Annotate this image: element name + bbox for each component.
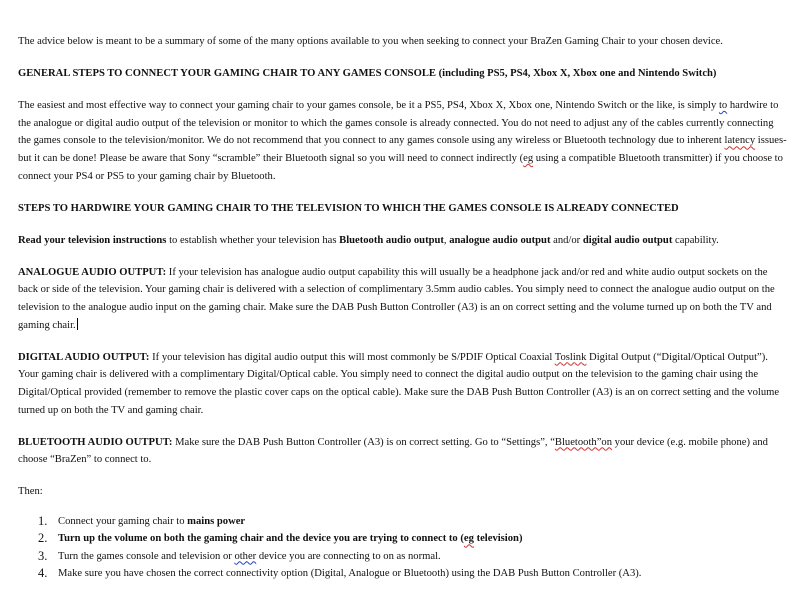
digital-paragraph [18, 349, 788, 419]
read-instructions-paragraph [18, 232, 788, 250]
general-paragraph [18, 97, 788, 185]
digital-text-1: If your television has digital audio output this will most commonly be S/PDIF Optical Coaxial [149, 351, 555, 363]
spell-flag-latency: latency [724, 135, 756, 147]
spell-flag-eg: eg [523, 152, 534, 164]
spell-flag-eg-2: eg [463, 533, 474, 545]
list-number: 3. [38, 548, 48, 563]
bluetooth-paragraph [18, 434, 788, 469]
list-item [18, 530, 788, 547]
read-text-1: to establish whether your television has [166, 234, 340, 246]
list-number: 4. [38, 566, 48, 581]
analogue-label: ANALOGUE AUDIO OUTPUT: [18, 266, 167, 278]
step-3-text-1: Turn the games console and television or [58, 550, 235, 562]
step-2-text-2: television) [473, 533, 523, 545]
read-bold-1: Read your television instructions [18, 234, 167, 246]
general-text-2: hardwire to the analogue or digital audio output of the television or monitor to which the games console is already connected. You do not need to adjust any of the cables currently connecting the games console to the television/monitor. We do not recommend that you connect to any games console using any wireless or Bluetooth technology due to inherent [18, 100, 779, 147]
analogue-text: If your television has analogue audio output capability this will usually be a headphone jack and/or red and white audio output sockets on the back or side of the television. Your gaming chair is delivered with a selection of complimentary 3.5mm audio cables. You simply need to connect the analogue audio output on the television to the analogue audio input on the gaming chair. Make sure the DAB Push Button Controller (A3) is an on correct setting and the volume turned up on both the TV and gaming chair. [18, 266, 775, 331]
read-bold-2: Bluetooth audio output [339, 234, 444, 246]
read-text-2: , [443, 234, 450, 246]
text-cursor [77, 318, 78, 330]
digital-label: DIGITAL AUDIO OUTPUT: [18, 351, 150, 363]
bluetooth-text-1: Make sure the DAB Push Button Controller (A3) is on correct setting. Go to “Settings”, “ [172, 436, 555, 448]
general-text-4: using a compatible Bluetooth transmitter) if you choose to connect your PS4 or PS5 to your gaming chair by Bluetooth. [18, 152, 783, 182]
general-text-1: The easiest and most effective way to connect your gaming chair to your games console, be it a PS5, PS4, Xbox X, Xbox one, Nintendo Switch or the like, is simply [18, 100, 719, 112]
general-heading-text: GENERAL STEPS TO CONNECT YOUR GAMING CHAIR TO ANY GAMES CONSOLE (including PS5, PS4, Xbox X, Xbox one and Nintendo Switch) [18, 68, 717, 80]
grammar-flag-to: to [718, 100, 728, 112]
document-body[interactable] [18, 33, 788, 583]
hardwire-heading [18, 200, 788, 218]
then-label: Then: [18, 486, 43, 498]
hardwire-heading-text: STEPS TO HARDWIRE YOUR GAMING CHAIR TO THE TELEVISION TO WHICH THE GAMES CONSOLE IS ALREADY CONNECTED [18, 202, 679, 214]
spell-flag-toslink: Toslink [554, 351, 587, 363]
read-bold-3: analogue audio output [449, 234, 551, 246]
intro-paragraph: The advice below is meant to be a summary of some of the many options available to you when seeking to connect your BraZen Gaming Chair to your chosen device. [18, 36, 723, 47]
list-number: 2. [38, 531, 48, 546]
grammar-flag-other: other [234, 550, 257, 562]
step-2-text-1: Turn up the volume on both the gaming chair and the device you are trying to connect to ( [58, 533, 464, 545]
list-number: 1. [38, 513, 48, 528]
bluetooth-text-2: your device (e.g. mobile phone) and choose “BraZen” to connect to. [18, 436, 768, 466]
list-item [18, 548, 788, 565]
general-heading [18, 65, 788, 83]
step-3-text-2: device you are connecting to on as normal. [256, 550, 441, 562]
analogue-paragraph [18, 264, 788, 334]
step-1-bold: mains power [187, 515, 246, 527]
spell-flag-bluetooth: Bluetooth”on [554, 436, 613, 448]
step-4-text: Make sure you have chosen the correct connectivity option (Digital, Analogue or Bluetooth) using the DAB Push Button Controller (A3). [58, 568, 642, 580]
read-text-3: and/or [550, 234, 583, 246]
bluetooth-label: BLUETOOTH AUDIO OUTPUT: [18, 436, 173, 448]
read-bold-4: digital audio output [582, 234, 673, 246]
list-item [18, 565, 788, 582]
general-text-3: issues- but it can be done! Please be aware that Sony “scramble” their Bluetooth signal so you will need to connect indirectly ( [18, 135, 787, 164]
read-text-4: capability. [672, 234, 719, 246]
digital-text-2: Digital Output (“Digital/Optical Output”). Your gaming chair is delivered with a complimentary Digital/Optical cable. You simply need to connect the digital audio output on the television to the gaming chair using the Digital/Optical provided (remember to remove the plastic cover caps on the optical cable). Make sure the DAB Push Button Controller (A3) is an on correct setting and the volume turned up on both the TV and gaming chair. [18, 351, 780, 416]
steps-list [18, 513, 788, 583]
list-item [18, 513, 788, 530]
step-1-text: Connect your gaming chair to [58, 515, 188, 527]
